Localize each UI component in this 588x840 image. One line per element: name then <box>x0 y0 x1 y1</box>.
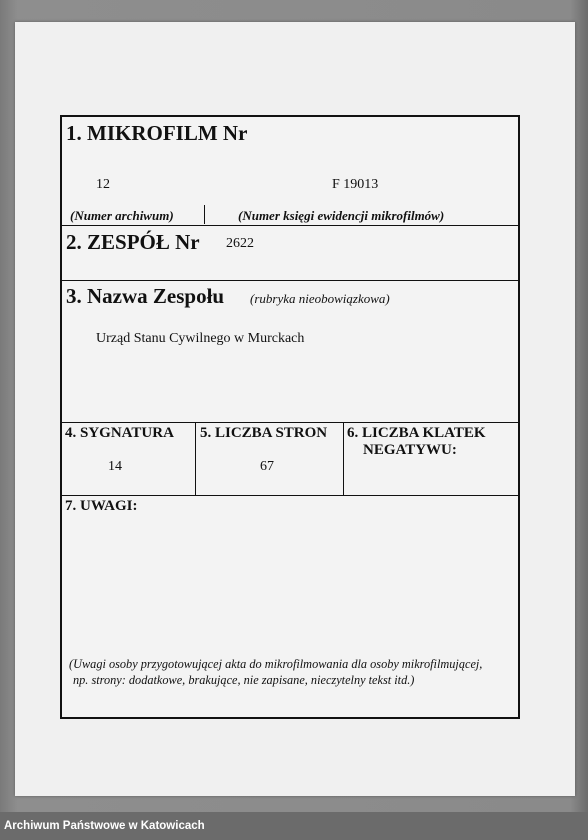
divider-1 <box>62 225 518 226</box>
sygnatura-value: 14 <box>108 459 122 474</box>
register-number-label: (Numer księgi ewidencji mikrofilmów) <box>238 208 445 223</box>
divider-3 <box>62 422 518 423</box>
divider-2 <box>62 280 518 281</box>
liczba-klatek-heading-line1: 6. LICZBA KLATEK <box>347 425 486 441</box>
zespol-heading: 2. ZESPÓŁ Nr <box>66 230 200 254</box>
sygnatura-heading: 4. SYGNATURA <box>65 425 174 441</box>
archive-number-label: (Numer archiwum) <box>70 208 174 223</box>
column-divider-1 <box>195 422 196 495</box>
archive-number: 12 <box>96 177 110 192</box>
zespol-number: 2622 <box>226 236 254 251</box>
microfilm-form <box>60 115 520 719</box>
liczba-klatek-heading-line2: NEGATYWU: <box>363 442 457 458</box>
uwagi-heading: 7. UWAGI: <box>65 498 138 514</box>
mikrofilm-heading: 1. MIKROFILM Nr <box>66 121 248 145</box>
nazwa-heading: 3. Nazwa Zespołu <box>66 284 225 308</box>
column-divider-2 <box>343 422 344 495</box>
register-number: F 19013 <box>332 177 379 192</box>
liczba-stron-heading: 5. LICZBA STRON <box>200 425 328 441</box>
nazwa-optional-note: (rubryka nieobowiązkowa) <box>250 291 390 306</box>
liczba-stron-value: 67 <box>260 459 274 474</box>
label-divider <box>204 205 205 224</box>
nazwa-value: Urząd Stanu Cywilnego w Murckach <box>96 331 305 346</box>
divider-4 <box>62 495 518 496</box>
uwagi-note-line1: (Uwagi osoby przygotowującej akta do mikrofilmowania dla osoby mikrofilmującej, <box>69 657 483 671</box>
archive-footer <box>0 812 588 840</box>
uwagi-note-line2: np. strony: dodatkowe, brakujące, nie zapisane, nieczytelny tekst itd.) <box>73 673 415 687</box>
archive-footer-text: Archiwum Państwowe w Katowicach <box>4 820 205 832</box>
